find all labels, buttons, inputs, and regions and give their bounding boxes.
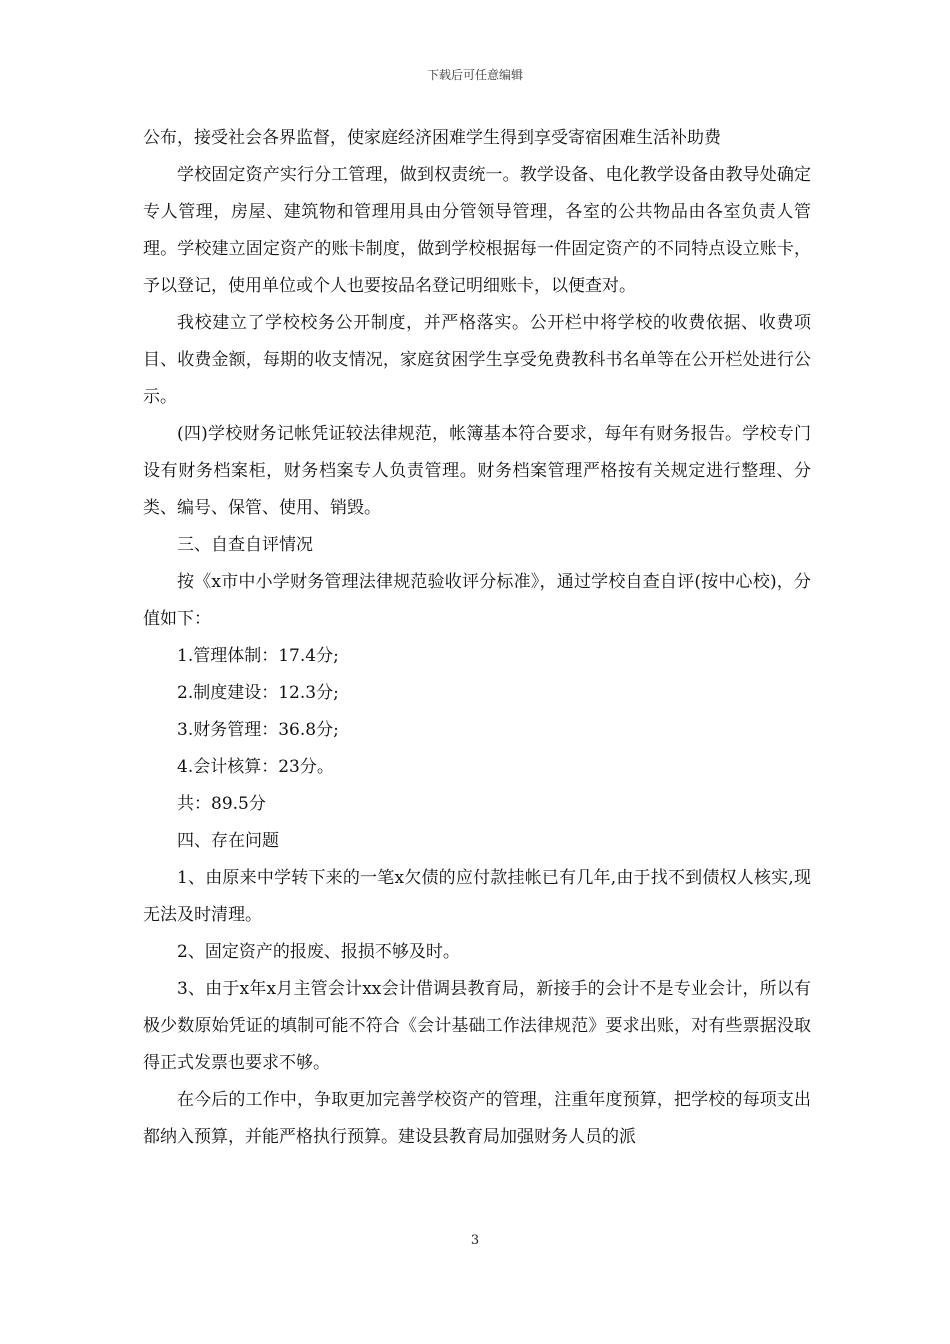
paragraph: 3.财务管理：36.8分; (177, 720, 339, 740)
paragraph: 按《x市中小学财务管理法律规范验收评分标准》，通过学校自查自评(按中心校)，分值如下： (143, 572, 811, 629)
paragraph: 四、存在问题 (177, 831, 279, 851)
paragraph: 3、由于x年x月主管会计xx会计借调县教育局，新接手的会计不是专业会计，所以有极少数原始凭证的填制可能不符合《会计基础工作法律规范》要求出账，对有些票据没取得正式发票也要求不够。 (143, 979, 811, 1073)
page-header: 下载后可任意编辑 (426, 68, 523, 82)
paragraph: 2、固定资产的报废、报损不够及时。 (177, 942, 460, 962)
paragraph: 共：89.5分 (177, 794, 266, 814)
paragraph: 公布，接受社会各界监督，使家庭经济困难学生得到享受寄宿困难生活补助费 (143, 128, 721, 148)
paragraph: 学校固定资产实行分工管理，做到权责统一。教学设备、电化教学设备由教导处确定专人管理，房屋、建筑物和管理用具由分管领导管理，各室的公共物品由各室负责人管理。学校建立固定资产的账卡制度，做到学校根据每一件固定资产的不同特点设立账卡，予以登记，使用单位或个人也要按品名登记明细账卡，以便查对。 (143, 165, 811, 296)
paragraph: 1.管理体制：17.4分; (177, 646, 339, 666)
paragraph: (四)学校财务记帐凭证较法律规范，帐簿基本符合要求，每年有财务报告。学校专门设有财务档案柜，财务档案专人负责管理。财务档案管理严格按有关规定进行整理、分类、编号、保管、使用、销毁。 (143, 424, 811, 518)
paragraph: 1、由原来中学转下来的一笔x欠债的应付款挂帐已有几年,由于找不到债权人核实,现无法及时清理。 (143, 868, 811, 925)
paragraph: 4.会计核算：23分。 (177, 757, 334, 777)
paragraph: 2.制度建设：12.3分; (177, 683, 339, 703)
paragraph: 三、自查自评情况 (177, 535, 313, 555)
paragraph: 在今后的工作中，争取更加完善学校资产的管理，注重年度预算，把学校的每项支出都纳入预算，并能严格执行预算。建设县教育局加强财务人员的派 (143, 1090, 811, 1147)
document-body (143, 120, 811, 1156)
paragraph: 我校建立了学校校务公开制度，并严格落实。公开栏中将学校的收费依据、收费项目、收费金额，每期的收支情况，家庭贫困学生享受免费教科书名单等在公开栏处进行公示。 (143, 313, 811, 407)
page-number: 3 (470, 1233, 480, 1248)
